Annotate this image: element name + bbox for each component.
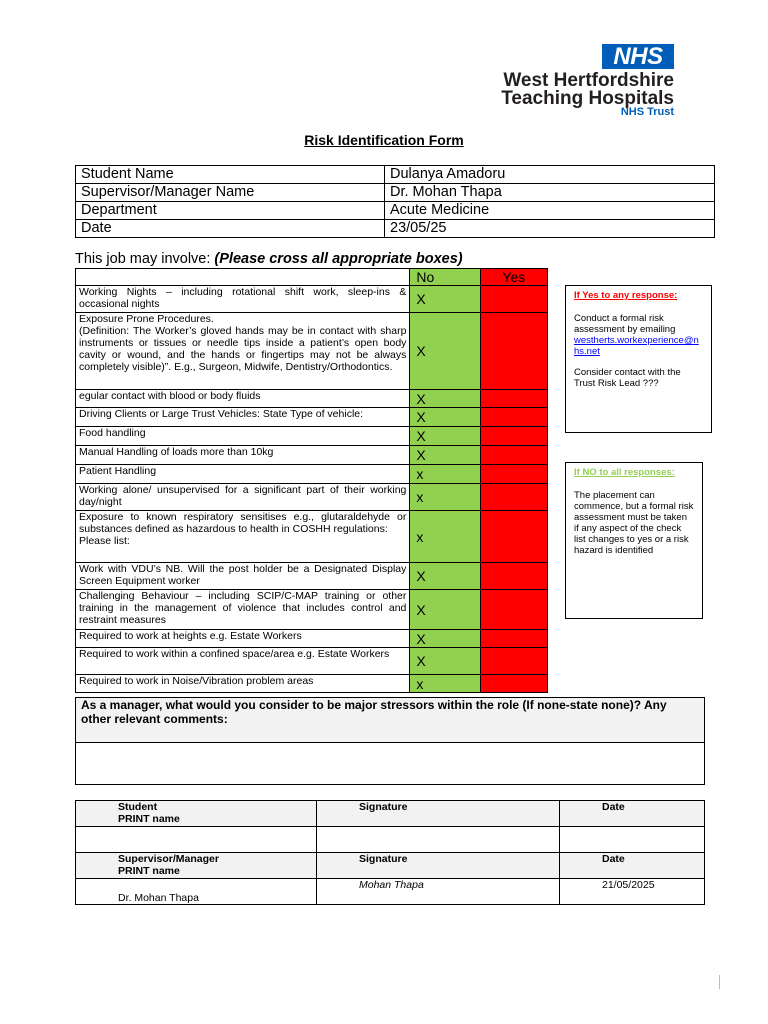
risk-row (76, 313, 548, 390)
student-date-field[interactable] (560, 827, 705, 853)
risk-yes-cell[interactable] (480, 313, 547, 390)
risk-no-cell[interactable]: X (410, 408, 480, 427)
risk-no-cell[interactable]: X (410, 427, 480, 446)
email-link[interactable]: westherts.workexperience@nhs.net (574, 335, 699, 357)
risk-yes-cell[interactable] (480, 511, 547, 563)
risk-item: Required to work within a confined space/area e.g. Estate Workers (76, 648, 410, 675)
stressors-box (75, 697, 705, 785)
risk-row (76, 427, 548, 446)
risk-item: Patient Handling (76, 465, 410, 484)
intro-text (75, 251, 463, 267)
signature-label-2: Signature (317, 853, 560, 879)
info-label: Student Name (76, 166, 385, 184)
student-name-field[interactable] (76, 827, 317, 853)
manager-label: Supervisor/Manager PRINT name (76, 853, 317, 879)
student-signature-field[interactable] (317, 827, 560, 853)
risk-item: Exposure to known respiratory sensitises e.g., glutaraldehyde or substances defined as hazardous to health in COSHH regulations: Please list: (76, 511, 410, 563)
manager-signature-field[interactable]: Mohan Thapa (317, 879, 560, 905)
risk-row (76, 511, 548, 563)
risk-item: Work with VDU’s NB. Will the post holder be a Designated Display Screen Equipment worker (76, 563, 410, 590)
risk-yes-cell[interactable] (480, 465, 547, 484)
risk-yes-cell[interactable] (480, 648, 547, 675)
nhs-badge: NHS (602, 44, 674, 69)
risk-row (76, 286, 548, 313)
risk-header-row (76, 269, 548, 286)
stressors-answer[interactable] (76, 743, 704, 785)
risk-yes-cell[interactable] (480, 590, 547, 630)
risk-no-cell[interactable]: X (410, 648, 480, 675)
risk-yes-cell[interactable] (480, 484, 547, 511)
manager-header-row (76, 853, 705, 879)
student-label: Student PRINT name (76, 801, 317, 827)
risk-item: egular contact with blood or body fluids (76, 390, 410, 408)
no-heading: If NO to all responses: (574, 467, 675, 478)
form-title: Risk Identification Form (304, 132, 464, 148)
risk-no-cell[interactable]: X (410, 446, 480, 465)
risk-no-cell[interactable]: X (410, 313, 480, 390)
risk-row (76, 484, 548, 511)
risk-item: Required to work at heights e.g. Estate Workers (76, 630, 410, 648)
risk-header-blank (76, 269, 410, 286)
date-label: Date (560, 801, 705, 827)
intro-instruction: (Please cross all appropriate boxes) (214, 251, 463, 267)
risk-item: Working Nights – including rotational shift work, sleep-ins & occasional nights (76, 286, 410, 313)
risk-row (76, 563, 548, 590)
risk-yes-cell[interactable] (480, 563, 547, 590)
risk-row (76, 590, 548, 630)
info-value[interactable]: 23/05/25 (385, 220, 715, 238)
risk-header-yes: Yes (480, 269, 547, 286)
logo-line-1: West Hertfordshire (503, 70, 674, 91)
manager-date-field[interactable]: 21/05/2025 (560, 879, 705, 905)
risk-yes-cell[interactable] (480, 446, 547, 465)
risk-row (76, 675, 548, 693)
page-marker (719, 975, 720, 989)
info-label: Supervisor/Manager Name (76, 184, 385, 202)
risk-no-cell[interactable]: X (410, 630, 480, 648)
risk-row (76, 630, 548, 648)
risk-item: Food handling (76, 427, 410, 446)
info-row (76, 166, 715, 184)
logo-trust: NHS Trust (620, 106, 674, 118)
risk-yes-cell[interactable] (480, 390, 547, 408)
yes-text: Conduct a formal risk assessment by emailing (574, 313, 676, 335)
risk-row (76, 465, 548, 484)
risk-item: Challenging Behaviour – including SCIP/C-MAP training or other training in the management of violence that includes control and restraint measures (76, 590, 410, 630)
manager-name-field[interactable]: Dr. Mohan Thapa (76, 879, 317, 905)
info-table (75, 165, 715, 238)
risk-row (76, 648, 548, 675)
no-text: The placement can commence, but a formal risk assessment must be taken if any aspect of the check list changes to yes or a risk hazard is identified (574, 490, 694, 556)
risk-item: Working alone/ unsupervised for a significant part of their working day/night (76, 484, 410, 511)
date-label-2: Date (560, 853, 705, 879)
risk-no-cell[interactable]: X (410, 390, 480, 408)
risk-yes-cell[interactable] (480, 286, 547, 313)
stressors-question: As a manager, what would you consider to be major stressors within the role (If none-state none)? Any other relevant comments: (76, 698, 704, 743)
risk-no-cell[interactable]: x (410, 465, 480, 484)
risk-header-no: No (410, 269, 480, 286)
yes-text-2: Consider contact with the Trust Risk Lead ??? (574, 367, 681, 389)
nhs-logo (488, 44, 678, 118)
info-label: Date (76, 220, 385, 238)
risk-no-cell[interactable]: x (410, 511, 480, 563)
student-row (76, 827, 705, 853)
signature-table (75, 800, 705, 905)
no-guidance-box (565, 462, 703, 619)
info-value[interactable]: Dulanya Amadoru (385, 166, 715, 184)
risk-yes-cell[interactable] (480, 675, 547, 693)
info-row (76, 202, 715, 220)
manager-row (76, 879, 705, 905)
signature-label: Signature (317, 801, 560, 827)
risk-no-cell[interactable]: x (410, 675, 480, 693)
risk-row (76, 446, 548, 465)
info-value[interactable]: Acute Medicine (385, 202, 715, 220)
yes-heading: If Yes to any response: (574, 290, 678, 301)
risk-row (76, 390, 548, 408)
risk-item: Driving Clients or Large Trust Vehicles: State Type of vehicle: (76, 408, 410, 427)
risk-no-cell[interactable]: x (410, 484, 480, 511)
student-header-row (76, 801, 705, 827)
risk-no-cell[interactable]: X (410, 286, 480, 313)
info-label: Department (76, 202, 385, 220)
risk-item: Required to work in Noise/Vibration problem areas (76, 675, 410, 693)
info-row (76, 184, 715, 202)
risk-yes-cell[interactable] (480, 408, 547, 427)
info-value[interactable]: Dr. Mohan Thapa (385, 184, 715, 202)
risk-no-cell[interactable]: X (410, 590, 480, 630)
logo-line-2: Teaching Hospitals (501, 88, 674, 109)
risk-item: Manual Handling of loads more than 10kg (76, 446, 410, 465)
info-row (76, 220, 715, 238)
risk-item: Exposure Prone Procedures. (Definition: The Worker’s gloved hands may be in contact with sharp instruments or tissues or needle tips inside a patient’s open body cavity or wound, and the hands or fingertips may not be always completely visible)”. E.g., Surgeon, Midwife, Dentistry/Orthodontics. (76, 313, 410, 390)
risk-table (75, 268, 548, 693)
risk-no-cell[interactable]: X (410, 563, 480, 590)
risk-row (76, 408, 548, 427)
intro-plain: This job may involve: (75, 251, 215, 267)
risk-yes-cell[interactable] (480, 427, 547, 446)
yes-guidance-box (565, 285, 712, 433)
risk-yes-cell[interactable] (480, 630, 547, 648)
